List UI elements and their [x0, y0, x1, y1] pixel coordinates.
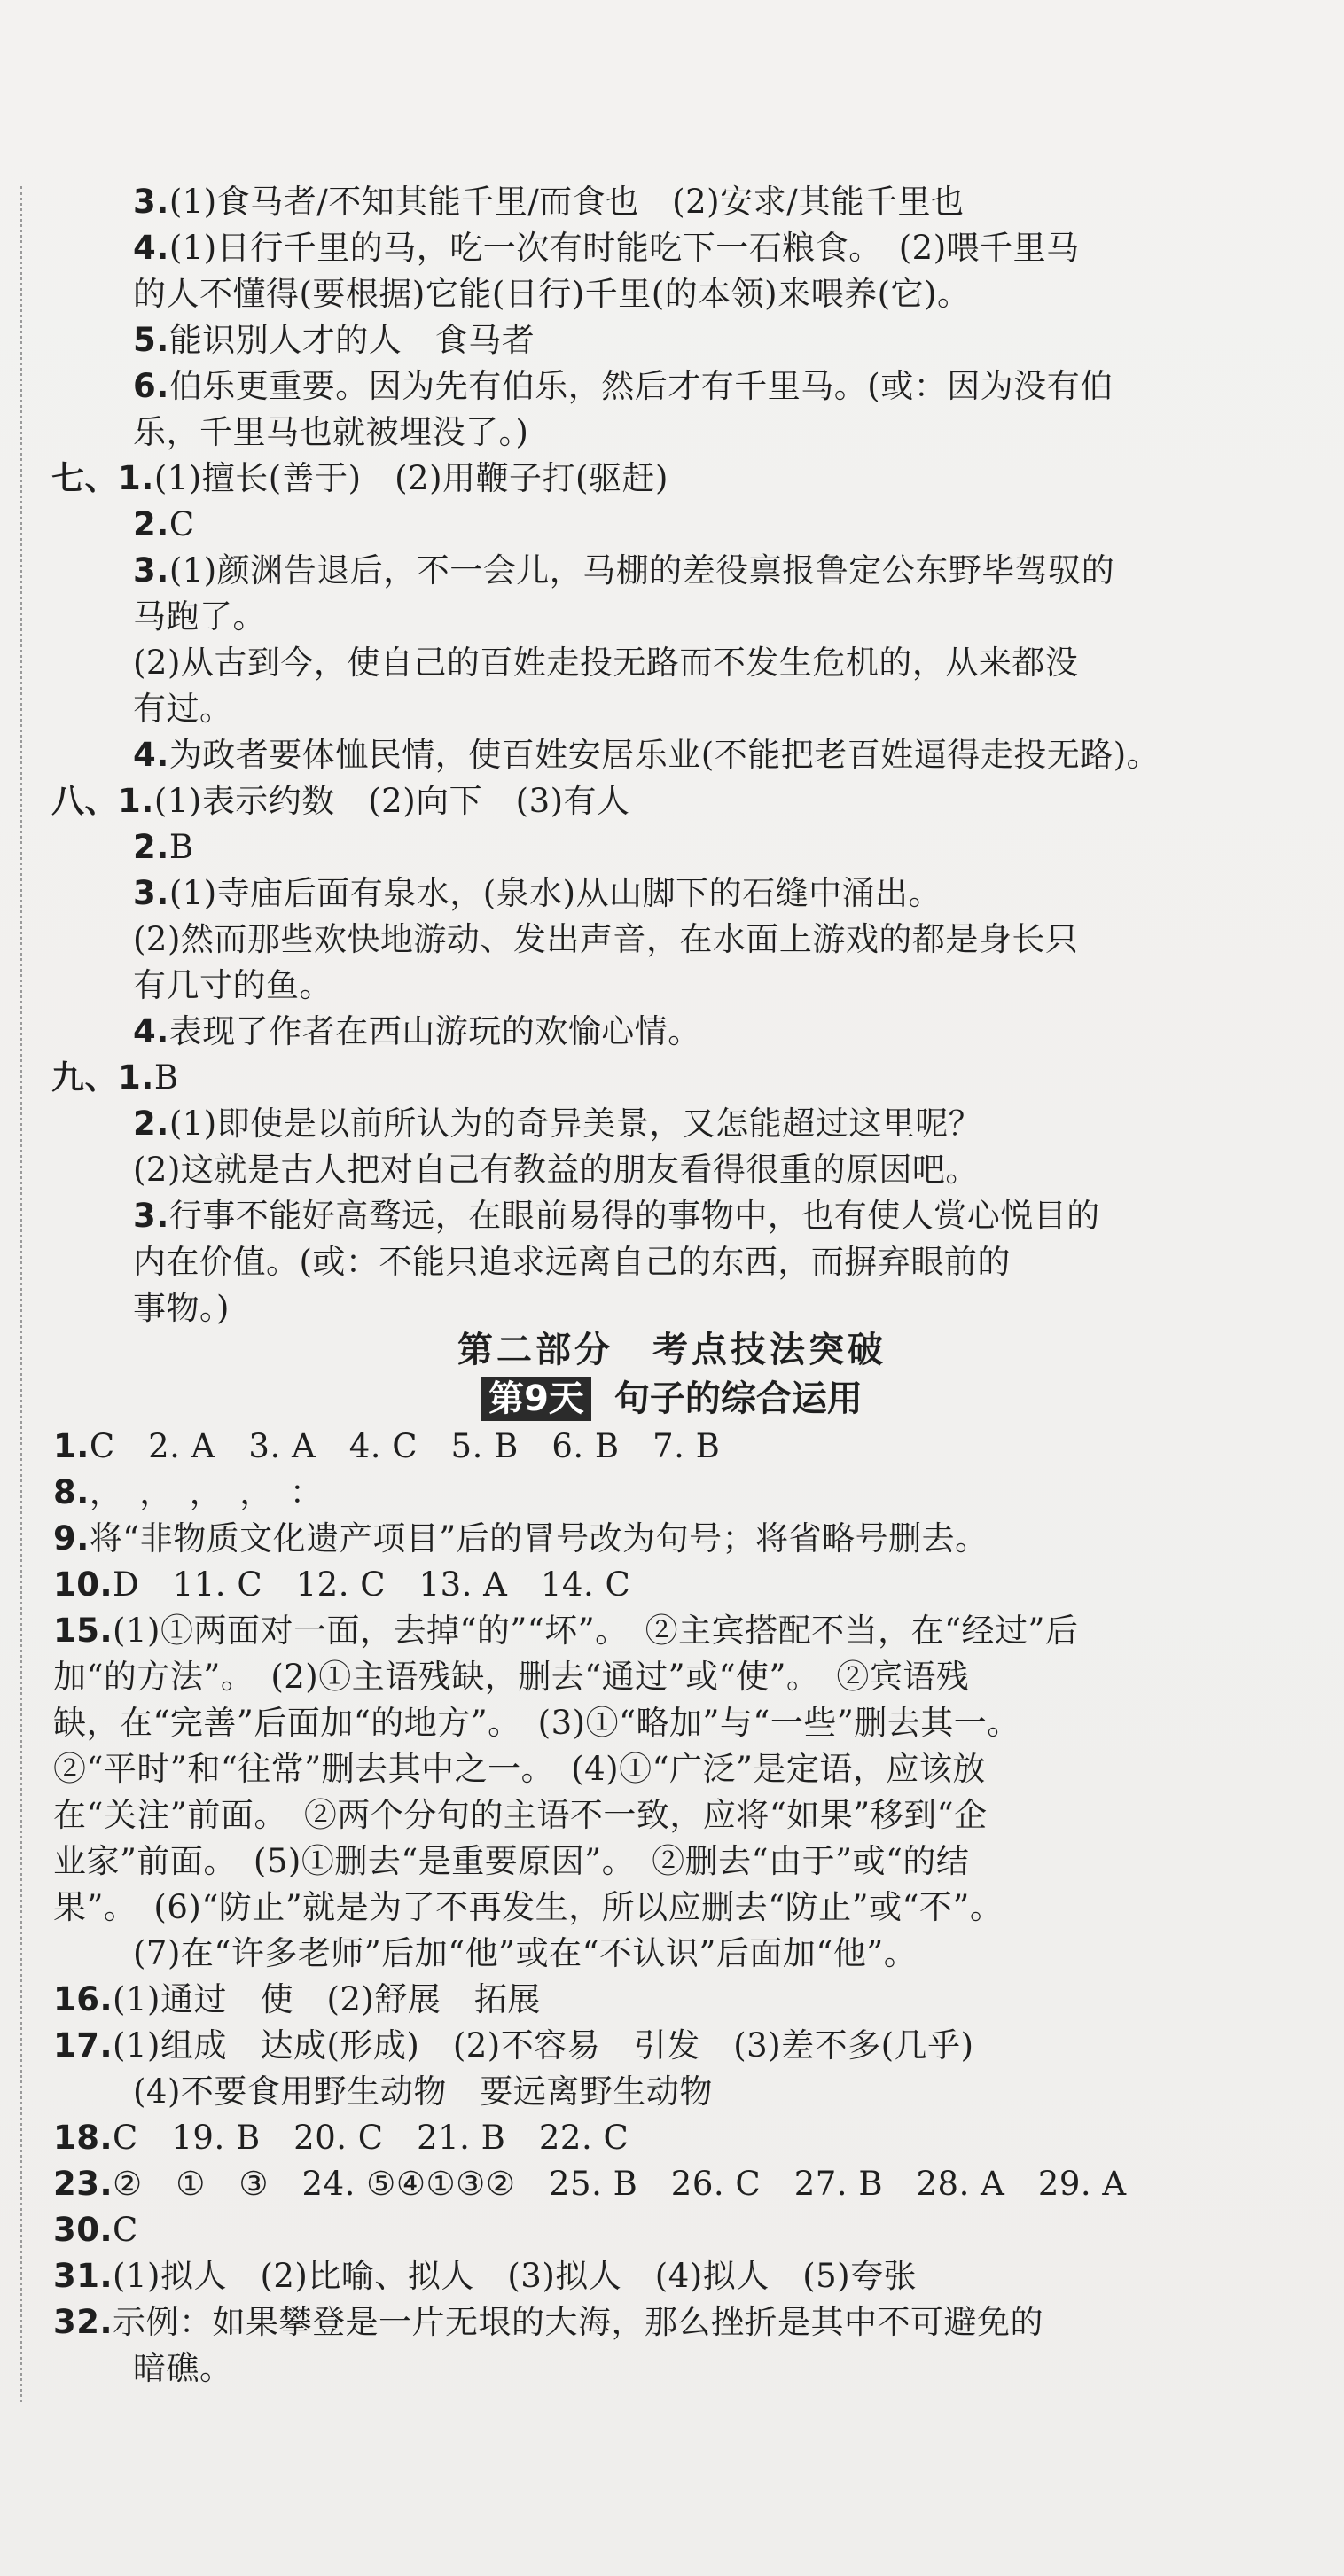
- answer-number: 2.: [133, 1105, 169, 1143]
- answer-number: 6.: [133, 367, 169, 405]
- answer-text: (2)然而那些欢快地游动、发出声音，在水面上游戏的都是身长只: [133, 920, 1079, 958]
- answer-line: [133, 1932, 917, 1976]
- answer-number: 3.: [133, 874, 169, 912]
- answer-text: 为政者要体恤民情，使百姓安居乐业(不能把老百姓逼得走投无路)。: [168, 736, 1160, 774]
- answer-line: [53, 1425, 720, 1469]
- answer-text: (2)从古到今，使自己的百姓走投无路而不发生危机的，从来都没: [133, 644, 1079, 682]
- answer-number: 3.: [133, 183, 169, 221]
- answer-line: [53, 1471, 323, 1515]
- answer-text: (1)日行千里的马，吃一次有时能吃下一石粮食。 (2)喂千里马: [168, 229, 1080, 267]
- answer-text: 乐，千里马也就被埋没了。): [133, 413, 529, 451]
- answer-line: [133, 180, 965, 224]
- answer-line: [133, 871, 942, 916]
- answer-text: 在“关注”前面。 ②两个分句的主语不一致，应将“如果”移到“企: [53, 1796, 988, 1834]
- answer-line: [53, 1839, 969, 1884]
- answer-line: [133, 364, 1113, 409]
- answer-line: [53, 1609, 1078, 1653]
- answer-text: C 2. A 3. A 4. C 5. B 6. B 7. B: [89, 1427, 721, 1465]
- answer-line: [53, 1885, 1003, 1930]
- answer-number: 2.: [133, 505, 169, 543]
- answer-line: [53, 1747, 986, 1791]
- answer-line: [133, 1286, 230, 1331]
- day-title: 句子的综合运用: [613, 1378, 863, 1419]
- answer-line: [133, 410, 528, 455]
- answer-text: C 19. B 20. C 21. B 22. C: [113, 2119, 629, 2157]
- answer-text: 伯乐更重要。因为先有伯乐，然后才有千里马。(或：因为没有伯: [168, 367, 1113, 405]
- answer-text: ， ， ， ， ：: [89, 1473, 324, 1511]
- answer-line: [133, 503, 195, 547]
- answer-line: [133, 595, 266, 639]
- answer-text: (1)拟人 (2)比喻、拟人 (3)拟人 (4)拟人 (5)夸张: [113, 2257, 918, 2295]
- answer-line: [133, 964, 332, 1008]
- answer-line: [133, 272, 970, 316]
- answer-line: [133, 318, 535, 363]
- answer-text: (1)表示约数 (2)向下 (3)有人: [153, 782, 630, 820]
- answer-line: [133, 1102, 981, 1146]
- answer-line: [133, 226, 1080, 270]
- answer-text: (7)在“许多老师”后加“他”或在“不认识”后面加“他”。: [133, 1934, 918, 1972]
- answer-text: 马跑了。: [133, 597, 266, 636]
- answer-number: 8.: [53, 1473, 90, 1511]
- answer-text: 果”。 (6)“防止”就是为了不再发生，所以应删去“防止”或“不”。: [53, 1888, 1004, 1926]
- answer-number: 1.: [53, 1427, 90, 1465]
- answer-line: [133, 549, 1114, 593]
- answer-text: D 11. C 12. C 13. A 14. C: [113, 1565, 631, 1604]
- answer-text: 业家”前面。 (5)①删去“是重要原因”。 ②删去“由于”或“的结: [53, 1842, 970, 1880]
- answer-number: 9.: [53, 1519, 90, 1557]
- answer-number: 5.: [133, 321, 169, 359]
- day-badge: 第9天: [481, 1377, 591, 1421]
- answer-number: 3.: [133, 551, 169, 589]
- answer-text: 有过。: [133, 690, 233, 728]
- answer-text: 将“非物质文化遗产项目”后的冒号改为句号；将省略号删去。: [89, 1519, 988, 1557]
- answer-text: (1)食马者/不知其能千里/而食也 (2)安求/其能千里也: [168, 183, 965, 221]
- answer-text: C: [168, 505, 195, 543]
- answer-line: [53, 1655, 969, 1699]
- answer-text: 缺，在“完善”后面加“的地方”。 (3)①“略加”与“一些”删去其一。: [53, 1704, 1020, 1742]
- answer-number: 七、1.: [51, 459, 154, 497]
- answer-text: 行事不能好高骛远，在眼前易得的事物中，也有使人赏心悦目的: [168, 1197, 1100, 1235]
- answer-line: [53, 2116, 629, 2160]
- answer-line: [53, 2208, 138, 2252]
- answer-line: [53, 1978, 541, 2022]
- answer-line: [133, 917, 1078, 962]
- answer-text: 事物。): [133, 1289, 230, 1327]
- answer-number: 17.: [53, 2026, 113, 2065]
- answer-line: [51, 457, 668, 501]
- answer-line: [133, 1010, 701, 1054]
- answer-line: [133, 2346, 233, 2391]
- answer-line: [133, 825, 194, 870]
- answer-text: 有几寸的鱼。: [133, 966, 332, 1004]
- answer-text: (1)即使是以前所认为的奇异美景，又怎能超过这里呢？: [168, 1105, 982, 1143]
- answer-number: 九、1.: [51, 1058, 154, 1097]
- answer-line: [133, 687, 233, 731]
- answer-text: B: [153, 1058, 179, 1097]
- answer-line: [53, 2300, 1043, 2345]
- answer-text: ② ① ③ 24. ⑤④①③② 25. B 26. C 27. B 28. A 29. A: [113, 2165, 1127, 2203]
- answer-text: 暗礁。: [133, 2349, 233, 2387]
- answer-text: 表现了作者在西山游玩的欢愉心情。: [168, 1012, 701, 1050]
- answer-number: 4.: [133, 229, 169, 267]
- answer-text: (1)组成 达成(形成) (2)不容易 引发 (3)差不多(几乎): [113, 2026, 974, 2065]
- answer-text: ②“平时”和“往常”删去其中之一。 (4)①“广泛”是定语，应该放: [53, 1750, 986, 1788]
- answer-line: [133, 733, 1160, 777]
- answer-text: C: [113, 2211, 138, 2249]
- answer-line: [133, 2070, 713, 2114]
- answer-line: [53, 2162, 1127, 2206]
- answer-text: (4)不要食用野生动物 要远离野生动物: [133, 2073, 713, 2111]
- answer-number: 4.: [133, 1012, 169, 1050]
- answer-number: 八、1.: [51, 782, 154, 820]
- answer-text: 的人不懂得(要根据)它能(日行)千里(的本领)来喂养(它)。: [133, 275, 971, 313]
- answer-number: 4.: [133, 736, 169, 774]
- answer-number: 31.: [53, 2257, 113, 2295]
- answer-text: B: [168, 828, 194, 866]
- answer-number: 30.: [53, 2211, 113, 2249]
- answer-line: [51, 779, 630, 824]
- answer-text: 加“的方法”。 (2)①主语残缺，删去“通过”或“使”。 ②宾语残: [53, 1658, 970, 1696]
- answer-text: (2)这就是古人把对自己有教益的朋友看得很重的原因吧。: [133, 1151, 979, 1189]
- answer-line: [133, 1240, 1011, 1284]
- answer-line: [53, 2254, 917, 2299]
- answer-number: 32.: [53, 2303, 113, 2341]
- answer-text: 示例：如果攀登是一片无垠的大海，那么挫折是其中不可避免的: [113, 2303, 1044, 2341]
- answer-text: (1)颜渊告退后，不一会儿，马棚的差役禀报鲁定公东野毕驾驭的: [168, 551, 1115, 589]
- answer-text: (1)擅长(善于) (2)用鞭子打(驱赶): [153, 459, 668, 497]
- day-heading: [0, 1376, 1344, 1422]
- answer-line: [53, 2024, 974, 2068]
- part-title: 第二部分 考点技法突破: [457, 1330, 887, 1370]
- answer-line: [53, 1517, 988, 1561]
- answer-line: [133, 641, 1078, 685]
- answer-text: (1)通过 使 (2)舒展 拓展: [113, 1980, 541, 2018]
- binding-margin-line: [20, 186, 22, 2402]
- answer-line: [53, 1701, 1020, 1745]
- answer-number: 10.: [53, 1565, 113, 1604]
- answer-line: [53, 1793, 988, 1838]
- answer-number: 15.: [53, 1612, 113, 1650]
- answer-number: 2.: [133, 828, 169, 866]
- answer-line: [133, 1148, 979, 1192]
- answer-text: (1)①两面对一面，去掉“的”“坏”。 ②主宾搭配不当，在“经过”后: [113, 1612, 1079, 1650]
- answer-text: (1)寺庙后面有泉水，(泉水)从山脚下的石缝中涌出。: [168, 874, 942, 912]
- answer-text: 内在价值。(或：不能只追求远离自己的东西，而摒弃眼前的: [133, 1243, 1011, 1281]
- answer-number: 3.: [133, 1197, 169, 1235]
- answer-line: [133, 1194, 1100, 1238]
- answer-text: 能识别人才的人 食马者: [168, 321, 535, 359]
- answer-line: [51, 1056, 179, 1100]
- answer-number: 23.: [53, 2165, 113, 2203]
- answer-number: 18.: [53, 2119, 113, 2157]
- answer-line: [53, 1563, 630, 1607]
- answer-number: 16.: [53, 1980, 113, 2018]
